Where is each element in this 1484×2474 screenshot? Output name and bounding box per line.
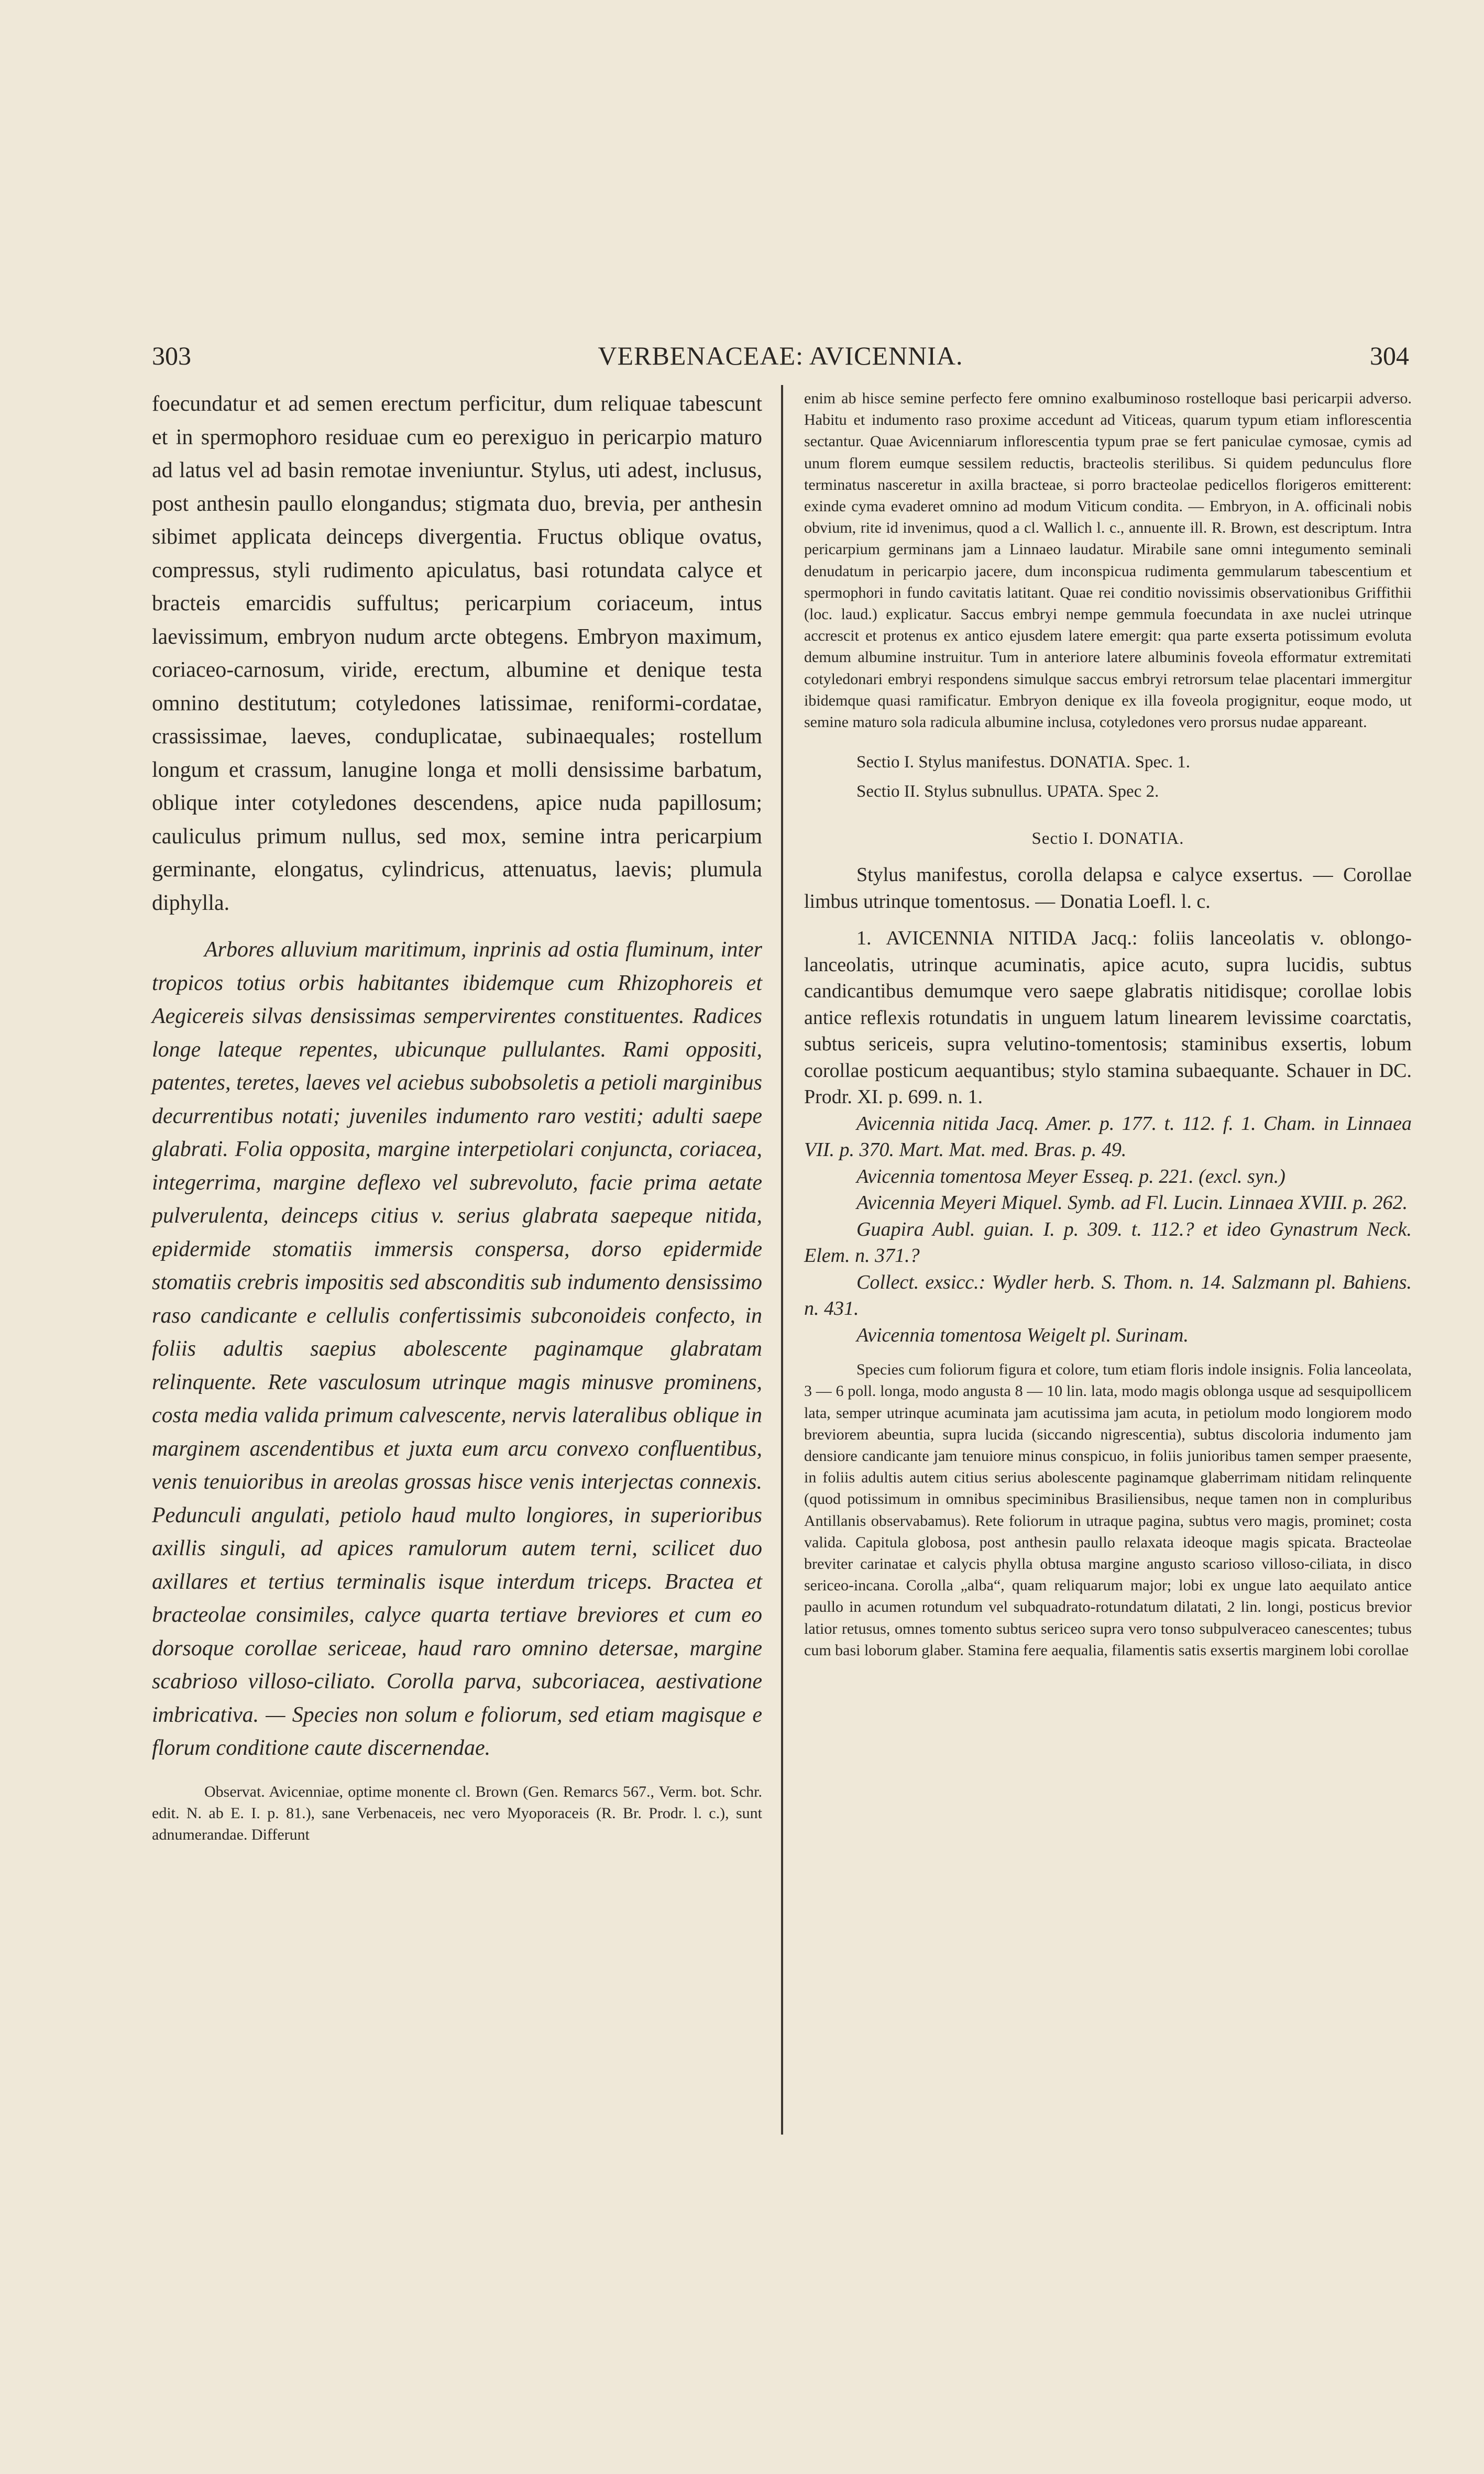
left-column bbox=[152, 388, 762, 1845]
observation-continuation: enim ab hisce semine perfecto fere omnino exalbuminoso rostelloque basi pericarpii adverso. Habitu et indumento raso proxime accedunt ad Viticeas, quarum typum etiam inflorescentia sectantur. Quae Avicenniarum inflorescentia typum prae se fert paniculae cymosae, cymis ad unum florem eumque sessilem reductis, bracteolis sterilibus. Si quidem pedunculus flore terminatus nasceretur in axilla bracteae, si porro bracteolae pedicellos florigeros emitterent: exinde cyma evaderet omnino ad modum Viticum condita. — Embryon, in A. officinali nobis obvium, rite id invenimus, quod a cl. Wallich l. c., annuente ill. R. Brown, est descriptum. Intra pericarpium germinans jam a Linnaeo laudatur. Mirabile sane omni integumento seminali denudatum in pericarpio jacere, dum inconspicua rudimenta gemmularum tabescentium et spermophori in fundo cavitatis latitant. Quae rei conditio novissimis observationibus Griffithii (loc. laud.) explicatur. Saccus embryi nempe gemmula foecundata in axe nuclei utrinque accrescit et protenus ex antico ejusdem latere emergit: qua parte exserta potissimum evoluta demum albumine instruitur. Tum in anteriore latere albuminis foveola efformatur extremitati cotyledonari embryi respondens simulque saccus embryi retrorsum telae placentari immergitur ibidemque quasi ramificatur. Embryon denique ex illa foveola progignitur, eoque modo, ut semine maturo sola radicula albumine inclusa, cotyledones vero prorsus nudae appareant. bbox=[804, 390, 1412, 731]
section-list-item: Sectio I. Stylus manifestus. DONATIA. Spec. 1. bbox=[856, 753, 1191, 772]
species-description: Species cum foliorum figura et colore, tum etiam floris indole insignis. Folia lanceolata, 3 — 6 poll. longa, modo angusta 8 — 10 lin. lata, modo magis oblonga usque ad sesquipollicem lata, semper utrinque acuminata jam acutissima jam acuta, in petiolum modo longiorem modo breviorem abeuntia, supra lucida (siccando nigrescentia), subtus discoloria indumento jam densiore candicante jam tenuiore minus conspicuo, in foliis junioribus tamen semper praesente, in foliis adultis autem citius serius abolescente paginamque glaberrimam nitidam relinquente (quod potissimum in omnibus speciminibus Brasiliensibus, neque tamen non in compluribus Antillanis observabamus). Rete foliorum in utraque pagina, subtus vero magis, prominet; costa valida. Capitula globosa, post anthesin paullo relaxata ideoque magis spicata. Bracteolae breviter carinatae et calycis phylla obtusa margine angusto scarioso villoso-ciliata, in disco sericeo-incana. Corolla „alba“, quam reliquarum major; lobi ex ungue lato aequilato antice paullo in acumen rotundum vel subquadrato-rotundatum dilatati, 2 lin. longi, posticus brevior latior retusus, omnes tomento subtus sericeo supra vero tonso subpulveraceo canescentes; tubus cum basi loborum glaber. Stamina fere aequalia, filamentis satis exsertis marginem lobi corollae bbox=[804, 1361, 1412, 1659]
synonym-item: Avicennia tomentosa Weigelt pl. Surinam. bbox=[856, 1324, 1189, 1346]
synonym-item: Avicennia nitida Jacq. Amer. p. 177. t. 112. f. 1. Cham. in Linnaea VII. p. 370. Mart. Mat. med. Bras. p. 49. bbox=[804, 1112, 1412, 1161]
species-entry: 1. AVICENNIA NITIDA Jacq.: foliis lanceolatis v. oblongo-lanceolatis, utrinque acuminatis, apice acuto, supra lucidis, subtus candicantibus demumque vero saepe glabratis nitidisque; corollae lobis antice reflexis rotundatis in unguem latum linearem levissime coarctatis, subtus sericeis, supra velutino-tomentosis; staminibus exsertis, lobum corollae posticum aequantibus; stylo stamina subaequante. Schauer in DC. Prodr. XI. p. 699. n. 1. bbox=[804, 927, 1412, 1108]
page-number-right: 304 bbox=[1370, 341, 1409, 370]
synonym-item: Collect. exsicc.: Wydler herb. S. Thom. n. 14. Salzmann pl. Bahiens. n. 431. bbox=[804, 1271, 1412, 1320]
section-list bbox=[804, 747, 1412, 806]
page-number-left: 303 bbox=[152, 341, 191, 370]
synonym-item: Guapira Aubl. guian. I. p. 309. t. 112.? et ideo Gynastrum Neck. Elem. n. 371.? bbox=[804, 1218, 1412, 1267]
running-title: VERBENACEAE: AVICENNIA. bbox=[598, 341, 963, 370]
synonym-list bbox=[804, 1110, 1412, 1349]
observation-note: Observat. Avicenniae, optime monente cl. Brown (Gen. Remarcs 567., Verm. bot. Schr. edit. N. ab E. I. p. 81.), sane Verbenaceis, nec vero Myoporaceis (R. Br. Prodr. l. c.), sunt adnumerandae. Differunt bbox=[152, 1783, 762, 1843]
right-column bbox=[804, 388, 1412, 1661]
section-heading: Sectio I. DONATIA. bbox=[1031, 829, 1184, 849]
genus-description-text: foecundatur et ad semen erectum perficitur, dum reliquae tabescunt et in spermophoro residuae cum eo perexiguo in pericarpio maturo ad latus vel ad basin remotae inveniuntur. Stylus, uti adest, inclusus, post anthesin paullo elongandus; stigmata duo, brevia, per anthesin sibimet applicata deinceps divergentia. Fructus oblique ovatus, compressus, styli rudimento apiculatus, basi rotundata calyce et bracteis emarcidis suffultus; pericarpium coriaceum, intus laevissimum, embryon nudum arcte obtegens. Embryon maximum, coriaceo-carnosum, viride, erectum, albumine et denique testa omnino destitutum; cotyledones latissimae, reniformi-cordatae, crassissimae, laeves, conduplicatae, subinaequales; rostellum longum et crassum, lanugine longa et molli densissime barbatum, oblique inter cotyledones descendens, apice nuda papillosum; cauliculus primum nullus, sed mox, semine intra pericarpium germinante, elongatus, cylindricus, attenuatus, laevis; plumula diphylla. bbox=[152, 392, 762, 915]
column-divider bbox=[781, 385, 783, 2135]
section-list-item: Sectio II. Stylus subnullus. UPATA. Spec 2. bbox=[856, 782, 1159, 801]
page-header bbox=[152, 340, 1409, 377]
habitat-description-text: Arbores alluvium maritimum, inprinis ad ostia fluminum, inter tropicos totius orbis habitantes ibidemque cum Rhizophoreis et Aegicereis silvas densissimas sempervirentes constituentes. Radices longe lateque repentes, ubicunque pullulantes. Rami oppositi, patentes, teretes, laeves vel aciebus subobsoletis a petioli marginibus decurrentibus notati; juveniles indumento raro vestiti; adulti saepe glabrati. Folia opposita, margine interpetiolari conjuncta, coriacea, integerrima, margine deflexo vel subrevoluto, facie prima aetate pulverulenta, deinceps citius v. serius glabrata saepeque nitida, epidermide stomatiis immersis conspersa, dorso epidermide stomatiis crebris impositis sed absconditis sub indumento densissimo raso candicante e cellulis confertissimis subconoideis confecto, in foliis adultis saepius abolescente paginamque glabratam relinquente. Rete vasculosum utrinque magis minusve prominens, costa media valida primum calvescente, nervis lateralibus oblique in marginem ascendentibus et juxta eum arcu convexo confluentibus, venis tenuioribus in areolas grossas hisce venis interjectas connexis. Pedunculi angulati, petiolo haud multo longiores, in superioribus axillis singuli, ad apices ramulorum autem terni, scilicet duo axillares et tertius terminalis isque interdum triceps. Bractea et bracteolae consimiles, calyce quarta tertiave breviores et cum eo dorsoque corollae sericeae, haud raro omnino detersae, margine scabrioso villoso-ciliato. Corolla parva, subcoriacea, aestivatione imbricativa. — Species non solum e foliorum, sed etiam magisque e florum conditione caute discernendae. bbox=[152, 938, 762, 1760]
synonym-item: Avicennia tomentosa Meyer Esseq. p. 221. (excl. syn.) bbox=[856, 1165, 1285, 1187]
synonym-item: Avicennia Meyeri Miquel. Symb. ad Fl. Lucin. Linnaea XVIII. p. 262. bbox=[856, 1192, 1408, 1214]
section-description: Stylus manifestus, corolla delapsa e calyce exsertus. — Corollae limbus utrinque tomentosus. — Donatia Loefl. l. c. bbox=[804, 864, 1412, 912]
